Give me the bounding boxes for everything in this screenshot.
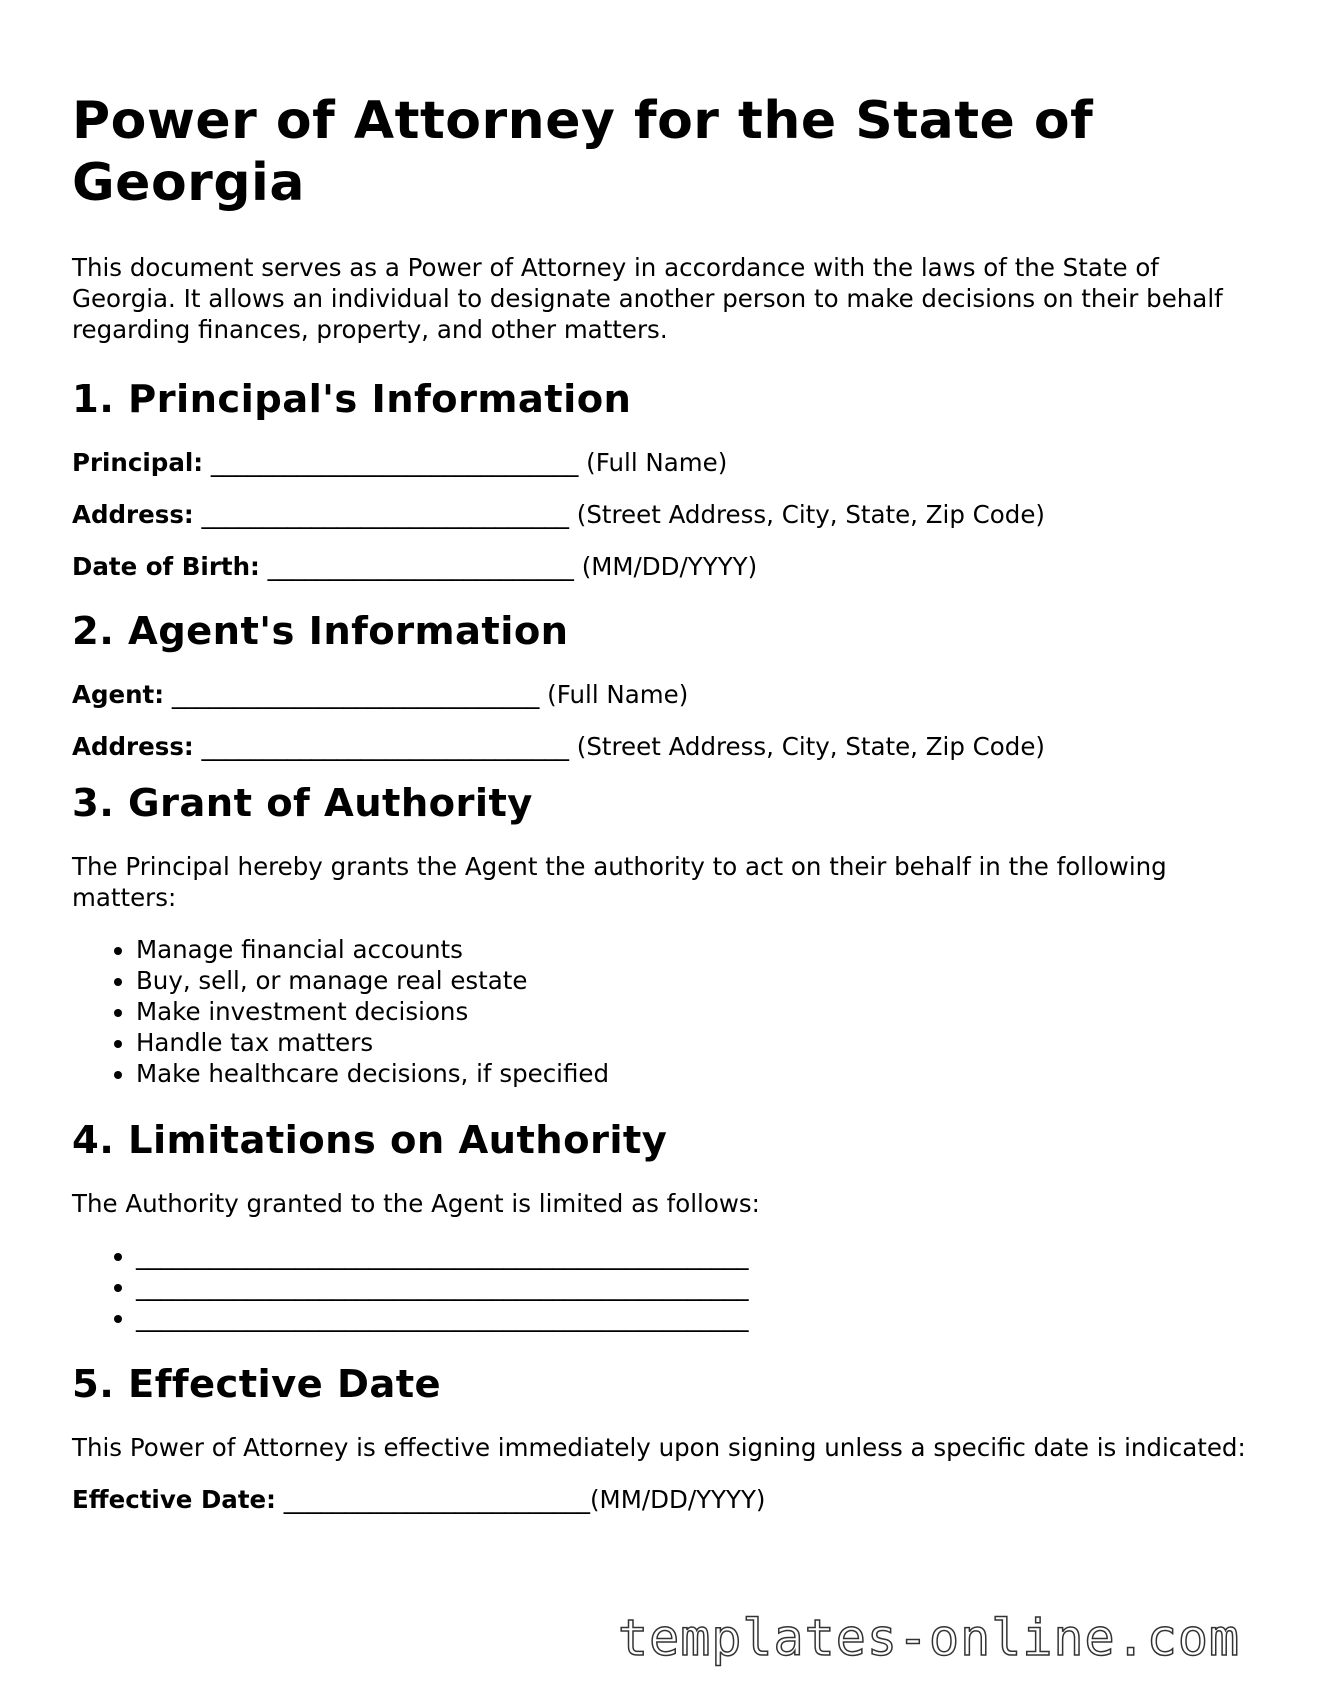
field-label: Agent:: [72, 680, 165, 709]
field-label: Date of Birth:: [72, 552, 260, 581]
field-label: Address:: [72, 732, 194, 761]
document-page: [72, 0, 1252, 1515]
list-item: • Buy, sell, or manage real estate: [136, 965, 1252, 996]
fill-in-blank[interactable]: ______________________________: [171, 680, 540, 709]
field-hint: (Street Address, City, State, Zip Code): [576, 732, 1045, 761]
intro-paragraph: This document serves as a Power of Attorney in accordance with the laws of the State of Georgia. It allows an individual to designate another person to make decisions on their behalf regarding finances, property, and other matters.: [72, 253, 1223, 344]
principal-address-field: [72, 499, 1252, 530]
authority-list: [72, 934, 1252, 1089]
list-item-blank[interactable]: • __________________________________________________: [136, 1302, 1252, 1333]
list-item: • Handle tax matters: [136, 1027, 1252, 1058]
section-4-heading: 4. Limitations on Authority: [72, 1118, 668, 1163]
list-item-blank[interactable]: • __________________________________________________: [136, 1271, 1252, 1302]
fill-in-blank[interactable]: ______________________________: [201, 732, 569, 761]
principal-name-field: [72, 447, 1252, 478]
agent-address-field: [72, 731, 1252, 762]
section-3-heading: 3. Grant of Authority: [72, 781, 533, 826]
field-hint: (Full Name): [586, 448, 728, 477]
principal-dob-field: [72, 551, 1252, 582]
field-hint: (Street Address, City, State, Zip Code): [576, 500, 1045, 529]
fill-in-blank[interactable]: ______________________________: [210, 448, 579, 477]
field-label: Effective Date:: [72, 1485, 276, 1514]
section-1-heading: 1. Principal's Information: [72, 377, 632, 422]
section-2-heading: 2. Agent's Information: [72, 609, 569, 654]
field-label: Principal:: [72, 448, 204, 477]
grant-paragraph: The Principal hereby grants the Agent the authority to act on their behalf in the following matters:: [72, 852, 1167, 912]
section-5-heading: 5. Effective Date: [72, 1362, 442, 1407]
effective-date-field: [72, 1484, 1252, 1515]
list-item-blank[interactable]: • __________________________________________________: [136, 1240, 1252, 1271]
fill-in-blank[interactable]: ______________________________: [201, 500, 569, 529]
field-hint: (Full Name): [547, 680, 689, 709]
document-title: Power of Attorney for the State of Georgia: [72, 91, 1094, 213]
field-hint: (MM/DD/YYYY): [581, 552, 758, 581]
list-item: • Make investment decisions: [136, 996, 1252, 1027]
limitations-list: [72, 1240, 1252, 1333]
fill-in-blank[interactable]: _________________________: [283, 1485, 590, 1514]
agent-name-field: [72, 679, 1252, 710]
field-label: Address:: [72, 500, 194, 529]
field-hint: (MM/DD/YYYY): [590, 1485, 766, 1514]
effective-date-paragraph: This Power of Attorney is effective immediately upon signing unless a specific date is indicated:: [72, 1433, 1246, 1462]
limitations-paragraph: The Authority granted to the Agent is limited as follows:: [72, 1189, 760, 1218]
watermark: templates-online.com: [618, 1609, 1241, 1667]
fill-in-blank[interactable]: _________________________: [267, 552, 574, 581]
list-item: • Manage financial accounts: [136, 934, 1252, 965]
list-item: • Make healthcare decisions, if specified: [136, 1058, 1252, 1089]
